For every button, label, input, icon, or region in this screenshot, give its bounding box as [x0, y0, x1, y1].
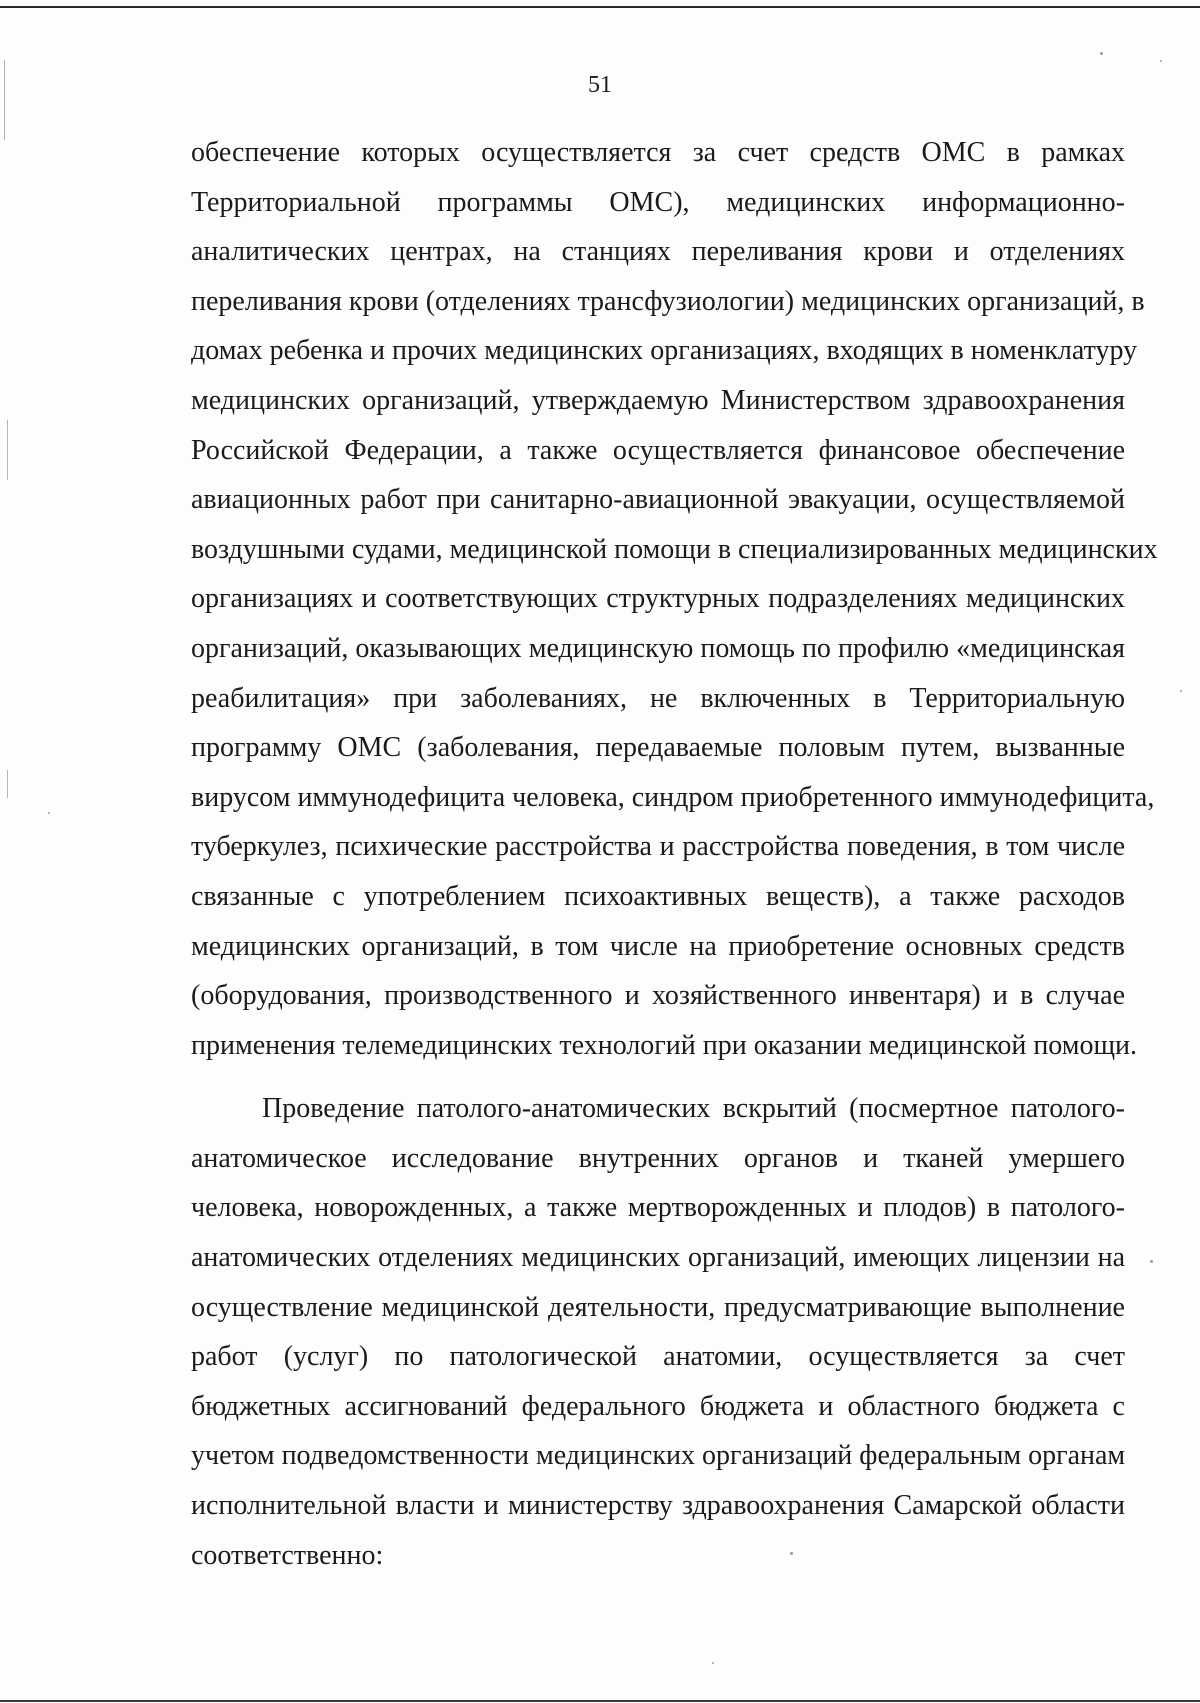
- scan-speck: [712, 1662, 714, 1664]
- text-line: медицинских организаций, в том числе на приобретение основных средств: [191, 930, 1125, 962]
- text-line: (оборудования, производственного и хозяйственного инвентаря) и в случае: [191, 980, 1125, 1012]
- text-line: обеспечение которых осуществляется за счет средств ОМС в рамках: [191, 137, 1125, 168]
- text-line: связанные с употреблением психоактивных веществ), а также расходов: [191, 880, 1125, 912]
- text-line: Территориальной программы ОМС), медицинских информационно-: [191, 186, 1125, 218]
- text-line: человека, новорожденных, а также мертворожденных и плодов) в патолого-: [191, 1192, 1125, 1224]
- page-number: 51: [588, 72, 612, 98]
- text-line: реабилитация» при заболеваниях, не включенных в Территориальную: [191, 682, 1125, 714]
- text-line: работ (услуг) по патологической анатомии, осуществляется за счет: [191, 1341, 1125, 1373]
- scan-speck: [1100, 52, 1103, 55]
- bottom-border-line: [0, 1700, 1200, 1702]
- text-line: аналитических центрах, на станциях переливания крови и отделениях: [191, 236, 1125, 268]
- text-line: исполнительной власти и министерству здравоохранения Самарской области: [191, 1490, 1125, 1522]
- paragraph-2: [191, 1084, 1125, 1580]
- scan-speck: [790, 1552, 793, 1555]
- text-line: организаций, оказывающих медицинскую помощь по профилю «медицинская: [191, 632, 1125, 664]
- text-line: соответственно:: [191, 1539, 384, 1571]
- text-line: воздушными судами, медицинской помощи в специализированных медицинских: [191, 533, 1158, 565]
- scan-artifact-left-margin: [4, 60, 5, 140]
- text-line: программу ОМС (заболевания, передаваемые половым путем, вызванные: [191, 732, 1125, 764]
- scan-artifact-left-margin: [7, 420, 8, 480]
- paragraph-spacer: [191, 1070, 1125, 1084]
- text-line: учетом подведомственности медицинских организаций федеральным органам: [191, 1440, 1126, 1472]
- text-line: Проведение патолого-анатомических вскрытий (посмертное патолого-: [262, 1093, 1125, 1125]
- text-line: организациях и соответствующих структурных подразделениях медицинских: [191, 583, 1125, 615]
- paragraph-1: [191, 128, 1158, 1070]
- scan-artifact-left-margin: [7, 770, 8, 798]
- text-line: авиационных работ при санитарно-авиационной эвакуации, осуществляемой: [191, 484, 1125, 516]
- text-line: туберкулез, психические расстройства и расстройства поведения, в том числе: [191, 831, 1125, 863]
- text-line: анатомическое исследование внутренних органов и тканей умершего: [191, 1142, 1125, 1174]
- body-text: [191, 128, 1158, 1580]
- text-line: Российской Федерации, а также осуществляется финансовое обеспечение: [191, 434, 1125, 466]
- scan-speck: [1150, 1260, 1153, 1263]
- text-line: анатомических отделениях медицинских организаций, имеющих лицензии на: [191, 1242, 1125, 1274]
- text-line: бюджетных ассигнований федерального бюджета и областного бюджета с: [191, 1390, 1125, 1422]
- text-line: осуществление медицинской деятельности, предусматривающие выполнение: [191, 1291, 1125, 1323]
- scan-speck: [1160, 60, 1162, 62]
- text-line: вирусом иммунодефицита человека, синдром приобретенного иммунодефицита,: [191, 781, 1155, 813]
- scan-speck: [1180, 690, 1182, 692]
- scan-speck: [48, 812, 50, 814]
- text-line: домах ребенка и прочих медицинских организациях, входящих в номенклатуру: [191, 335, 1138, 367]
- top-border-line: [0, 6, 1200, 8]
- text-line: переливания крови (отделениях трансфузиологии) медицинских организаций, в: [191, 285, 1145, 317]
- text-line: медицинских организаций, утверждаемую Министерством здравоохранения: [191, 384, 1125, 416]
- text-line: применения телемедицинских технологий при оказании медицинской помощи.: [191, 1029, 1138, 1061]
